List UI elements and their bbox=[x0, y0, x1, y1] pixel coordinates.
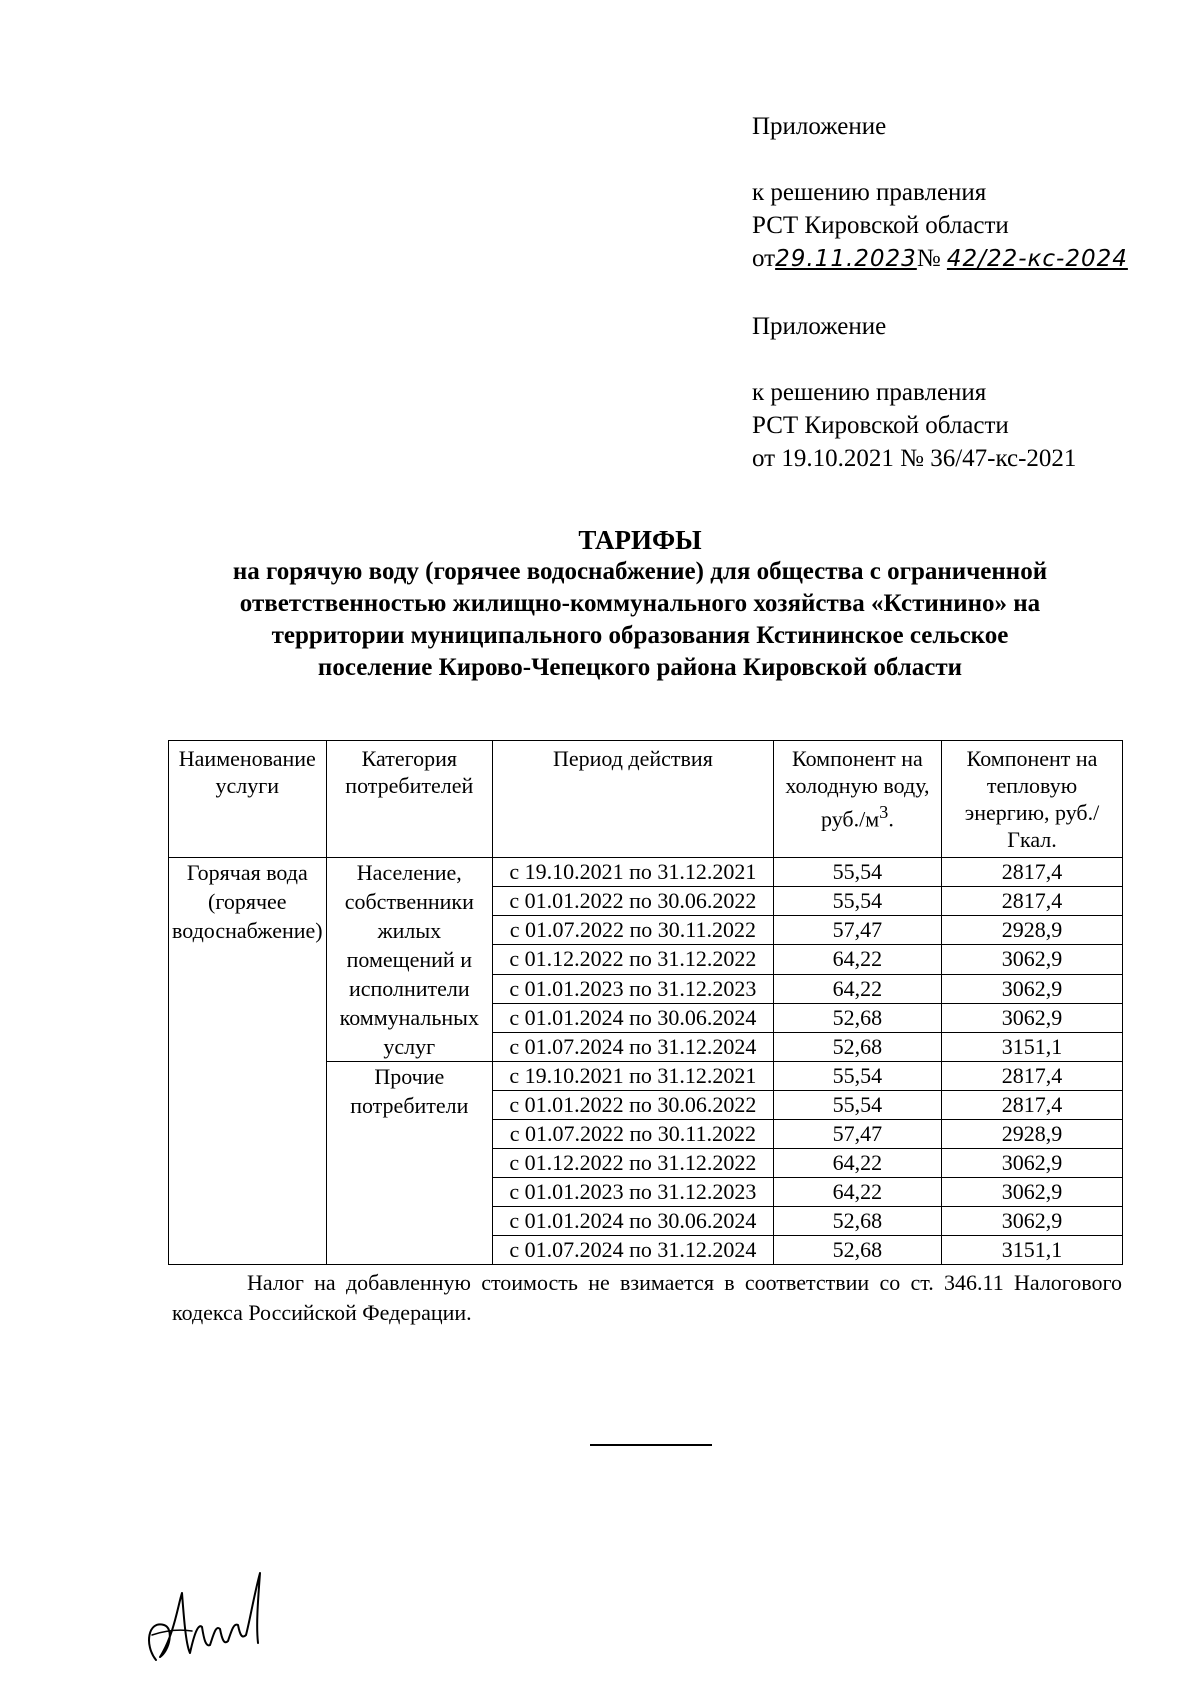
cold-water-cell: 55,54 bbox=[773, 858, 941, 887]
title-line-1: на горячую воду (горячее водоснабжение) для общества с ограниченной bbox=[232, 558, 1048, 585]
heat-cell: 2928,9 bbox=[942, 1120, 1123, 1149]
cold-water-cell: 64,22 bbox=[773, 1149, 941, 1178]
heat-cell: 2817,4 bbox=[942, 1062, 1123, 1091]
header-cold-water-text: Компонент на холодную воду, руб./м bbox=[785, 746, 930, 832]
category-cell: Население, собственники жилых помещений и исполнители коммунальных услуг bbox=[326, 858, 492, 1062]
heat-cell: 3062,9 bbox=[942, 1207, 1123, 1236]
cold-water-cell: 55,54 bbox=[773, 887, 941, 916]
cold-water-cell: 52,68 bbox=[773, 1032, 941, 1061]
reference-line-2: РСТ Кировской области bbox=[752, 412, 1009, 439]
period-cell: с 01.01.2024 по 30.06.2024 bbox=[493, 1003, 774, 1032]
document-title bbox=[160, 524, 1120, 684]
vat-note: Налог на добавленную стоимость не взимается в соответствии со ст. 346.11 Налогового кодекса Российской Федерации. bbox=[172, 1270, 1122, 1325]
appendix-title-1: Приложение bbox=[752, 113, 887, 140]
period-cell: с 01.01.2022 по 30.06.2022 bbox=[493, 1091, 774, 1120]
divider-line bbox=[590, 1444, 712, 1446]
header-cold-water-end: . bbox=[888, 806, 894, 832]
cold-water-cell: 64,22 bbox=[773, 945, 941, 974]
service-name-cell: Горячая вода (горячее водоснабжение) bbox=[169, 858, 327, 1265]
handwritten-number: 42/22-кс-2024 bbox=[946, 246, 1128, 272]
title-main: ТАРИФЫ bbox=[578, 525, 702, 555]
title-line-4: поселение Кирово-Чепецкого района Кировской области bbox=[317, 654, 963, 681]
signature-icon bbox=[134, 1565, 284, 1670]
heat-cell: 3062,9 bbox=[942, 1178, 1123, 1207]
cold-water-cell: 55,54 bbox=[773, 1062, 941, 1091]
cold-water-cell: 57,47 bbox=[773, 1120, 941, 1149]
period-cell: с 01.07.2022 по 30.11.2022 bbox=[493, 1120, 774, 1149]
header-heat: Компонент на тепловую энергию, руб./Гкал. bbox=[942, 741, 1123, 858]
date-prefix: от bbox=[752, 245, 776, 272]
table-body bbox=[169, 858, 1123, 1265]
period-cell: с 01.01.2022 по 30.06.2022 bbox=[493, 887, 774, 916]
heat-cell: 3062,9 bbox=[942, 1149, 1123, 1178]
heat-cell: 2928,9 bbox=[942, 916, 1123, 945]
period-cell: с 01.07.2024 по 31.12.2024 bbox=[493, 1236, 774, 1265]
tariffs-table bbox=[168, 740, 1123, 1265]
cold-water-cell: 52,68 bbox=[773, 1003, 941, 1032]
appendix-reference-1 bbox=[752, 176, 1128, 276]
cold-water-cell: 52,68 bbox=[773, 1236, 941, 1265]
header-category: Категория потребителей bbox=[326, 741, 492, 858]
table-row bbox=[169, 858, 1123, 887]
cold-water-cell: 64,22 bbox=[773, 1178, 941, 1207]
number-prefix: № bbox=[916, 245, 941, 272]
header-cold-water bbox=[773, 741, 941, 858]
heat-cell: 3151,1 bbox=[942, 1236, 1123, 1265]
heat-cell: 3062,9 bbox=[942, 974, 1123, 1003]
heat-cell: 2817,4 bbox=[942, 1091, 1123, 1120]
period-cell: с 19.10.2021 по 31.12.2021 bbox=[493, 858, 774, 887]
title-line-3: территории муниципального образования Кстининское сельское bbox=[271, 622, 1009, 649]
period-cell: с 01.07.2024 по 31.12.2024 bbox=[493, 1032, 774, 1061]
header-service: Наименование услуги bbox=[169, 741, 327, 858]
cold-water-cell: 64,22 bbox=[773, 974, 941, 1003]
cold-water-cell: 52,68 bbox=[773, 1207, 941, 1236]
reference-line-3: от 19.10.2021 № 36/47-кс-2021 bbox=[752, 445, 1077, 472]
title-line-2: ответственностью жилищно-коммунального хозяйства «Кстинино» на bbox=[239, 590, 1041, 617]
cold-water-cell: 57,47 bbox=[773, 916, 941, 945]
period-cell: с 01.01.2024 по 30.06.2024 bbox=[493, 1207, 774, 1236]
reference-line-1: к решению правления bbox=[752, 179, 987, 206]
handwritten-date: 29.11.2023 bbox=[775, 246, 917, 272]
heat-cell: 3151,1 bbox=[942, 1032, 1123, 1061]
reference-line-1: к решению правления bbox=[752, 379, 987, 406]
header-period: Период действия bbox=[493, 741, 774, 858]
heat-cell: 3062,9 bbox=[942, 1003, 1123, 1032]
period-cell: с 01.12.2022 по 31.12.2022 bbox=[493, 945, 774, 974]
period-cell: с 01.01.2023 по 31.12.2023 bbox=[493, 1178, 774, 1207]
appendix-title-2: Приложение bbox=[752, 313, 887, 340]
reference-line-2: РСТ Кировской области bbox=[752, 212, 1009, 239]
heat-cell: 2817,4 bbox=[942, 887, 1123, 916]
heat-cell: 3062,9 bbox=[942, 945, 1123, 974]
category-cell: Прочие потребители bbox=[326, 1062, 492, 1265]
table-header-row bbox=[169, 741, 1123, 858]
period-cell: с 01.12.2022 по 31.12.2022 bbox=[493, 1149, 774, 1178]
period-cell: с 19.10.2021 по 31.12.2021 bbox=[493, 1062, 774, 1091]
cold-water-cell: 55,54 bbox=[773, 1091, 941, 1120]
appendix-reference-2 bbox=[752, 376, 1076, 475]
period-cell: с 01.07.2022 по 30.11.2022 bbox=[493, 916, 774, 945]
header-cold-water-sup: 3 bbox=[879, 802, 889, 822]
heat-cell: 2817,4 bbox=[942, 858, 1123, 887]
period-cell: с 01.01.2023 по 31.12.2023 bbox=[493, 974, 774, 1003]
reference-date-line bbox=[752, 242, 1128, 276]
